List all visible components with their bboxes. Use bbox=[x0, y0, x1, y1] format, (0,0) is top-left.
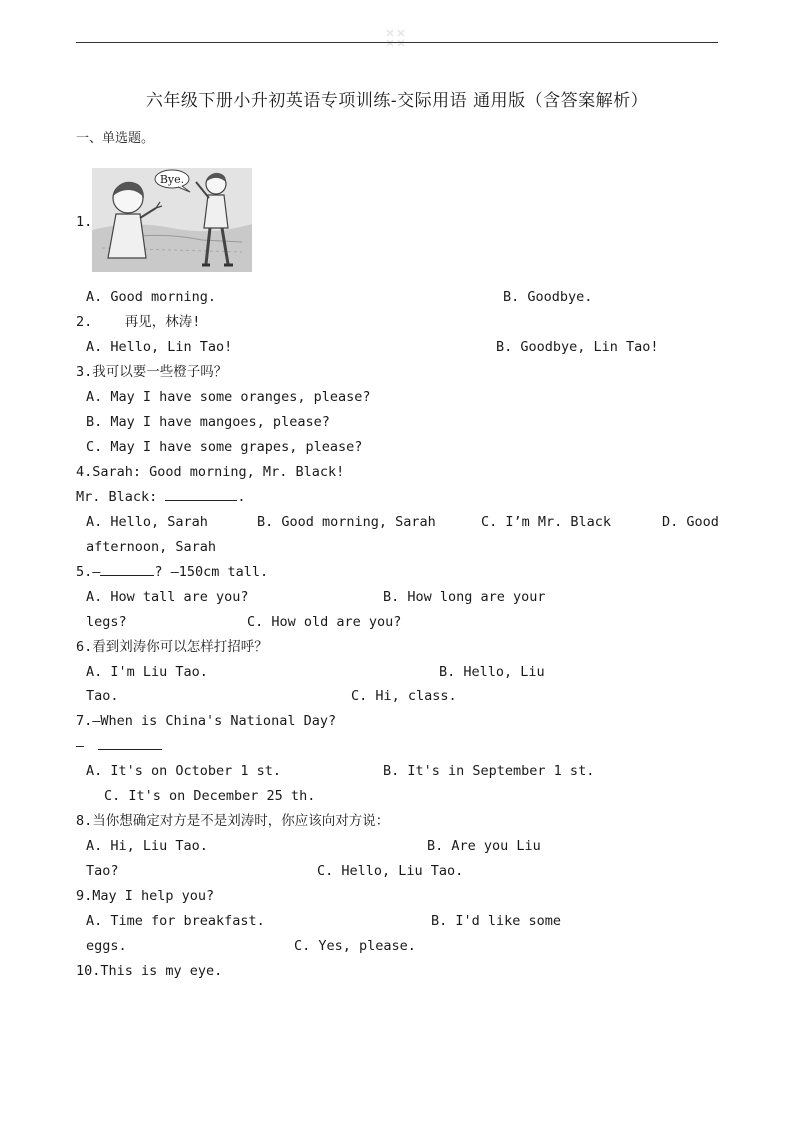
q7-option-c[interactable]: C. It's on December 25 th. bbox=[104, 788, 316, 804]
q5-stem bbox=[76, 563, 268, 581]
q4-option-c[interactable]: C. I’m Mr. Black bbox=[481, 514, 612, 530]
q3-option-a[interactable]: A. May I have some oranges, please? bbox=[86, 389, 371, 405]
q4-reply-speaker: Mr. Black: bbox=[76, 489, 158, 505]
q1-option-b[interactable]: B. Goodbye. bbox=[503, 289, 593, 305]
q4-option-d[interactable]: D. Good bbox=[662, 514, 719, 530]
q5-option-a[interactable]: A. How tall are you? bbox=[86, 589, 249, 605]
q4-reply-period: . bbox=[237, 489, 246, 505]
q7-option-a[interactable]: A. It's on October 1 st. bbox=[86, 763, 282, 779]
q9-option-b-continued[interactable]: eggs. bbox=[86, 938, 127, 954]
q3-stem: 3.我可以要一些橙子吗？ bbox=[76, 364, 228, 380]
q8-option-a[interactable]: A. Hi, Liu Tao. bbox=[86, 838, 208, 854]
q6-option-b-continued[interactable]: Tao. bbox=[86, 688, 119, 704]
q6-option-a[interactable]: A. I'm Liu Tao. bbox=[86, 664, 208, 680]
q5-option-c[interactable]: C. How old are you? bbox=[247, 614, 402, 630]
q5-answer-blank[interactable] bbox=[100, 563, 154, 576]
q6-stem: 6.看到刘涛你可以怎样打招呼？ bbox=[76, 639, 268, 655]
q3-option-b[interactable]: B. May I have mangoes, please? bbox=[86, 414, 330, 430]
q5-option-b[interactable]: B. How long are your bbox=[383, 589, 546, 605]
q6-option-c[interactable]: C. Hi, class. bbox=[351, 688, 457, 704]
q5-stem-suffix: ? —150cm tall. bbox=[154, 564, 269, 580]
q9-stem: 9.May I help you? bbox=[76, 888, 215, 904]
q2-option-b[interactable]: B. Goodbye, Lin Tao! bbox=[496, 339, 659, 355]
q4-option-d-continued[interactable]: afternoon, Sarah bbox=[86, 539, 217, 555]
q3-option-c[interactable]: C. May I have some grapes, please? bbox=[86, 439, 363, 455]
q1-number: 1. bbox=[76, 214, 93, 230]
page-title: 六年级下册小升初英语专项训练-交际用语 通用版（含答案解析） bbox=[145, 91, 649, 111]
q5-stem-prefix: 5.— bbox=[76, 564, 101, 580]
q4-answer-blank[interactable] bbox=[165, 488, 237, 501]
q9-option-b[interactable]: B. I'd like some bbox=[431, 913, 562, 929]
q8-stem: 8.当你想确定对方是不是刘涛时，你应该向对方说： bbox=[76, 813, 390, 829]
section-heading: 一、单选题。 bbox=[76, 131, 155, 146]
watermark-logo bbox=[383, 26, 409, 50]
q2-option-a[interactable]: A. Hello, Lin Tao! bbox=[86, 339, 233, 355]
q7-answer-blank[interactable] bbox=[98, 737, 162, 750]
q7-stem: 7.—When is China's National Day? bbox=[76, 713, 337, 729]
q2-stem: 2. 再见，林涛! bbox=[76, 314, 201, 330]
q8-option-c[interactable]: C. Hello, Liu Tao. bbox=[317, 863, 464, 879]
q9-option-c[interactable]: C. Yes, please. bbox=[294, 938, 416, 954]
q5-option-b-continued[interactable]: legs? bbox=[86, 614, 127, 630]
q8-option-b[interactable]: B. Are you Liu bbox=[427, 838, 541, 854]
q4-stem: 4.Sarah: Good morning, Mr. Black! bbox=[76, 464, 345, 480]
q7-option-b[interactable]: B. It's in September 1 st. bbox=[383, 763, 595, 779]
q7-reply bbox=[76, 737, 162, 755]
q4-option-b[interactable]: B. Good morning, Sarah bbox=[257, 514, 436, 530]
speech-bubble-text: Bye. bbox=[159, 173, 185, 186]
q7-reply-dash: — bbox=[76, 738, 85, 754]
q9-option-a[interactable]: A. Time for breakfast. bbox=[86, 913, 265, 929]
q4-option-a[interactable]: A. Hello, Sarah bbox=[86, 514, 208, 530]
q1-option-a[interactable]: A. Good morning. bbox=[86, 289, 217, 305]
header-rule bbox=[76, 42, 718, 43]
q8-option-b-continued[interactable]: Tao? bbox=[86, 863, 119, 879]
q1-illustration bbox=[92, 168, 252, 272]
q4-reply bbox=[76, 488, 246, 506]
q6-option-b[interactable]: B. Hello, Liu bbox=[439, 664, 545, 680]
q10-stem: 10.This is my eye. bbox=[76, 963, 223, 979]
